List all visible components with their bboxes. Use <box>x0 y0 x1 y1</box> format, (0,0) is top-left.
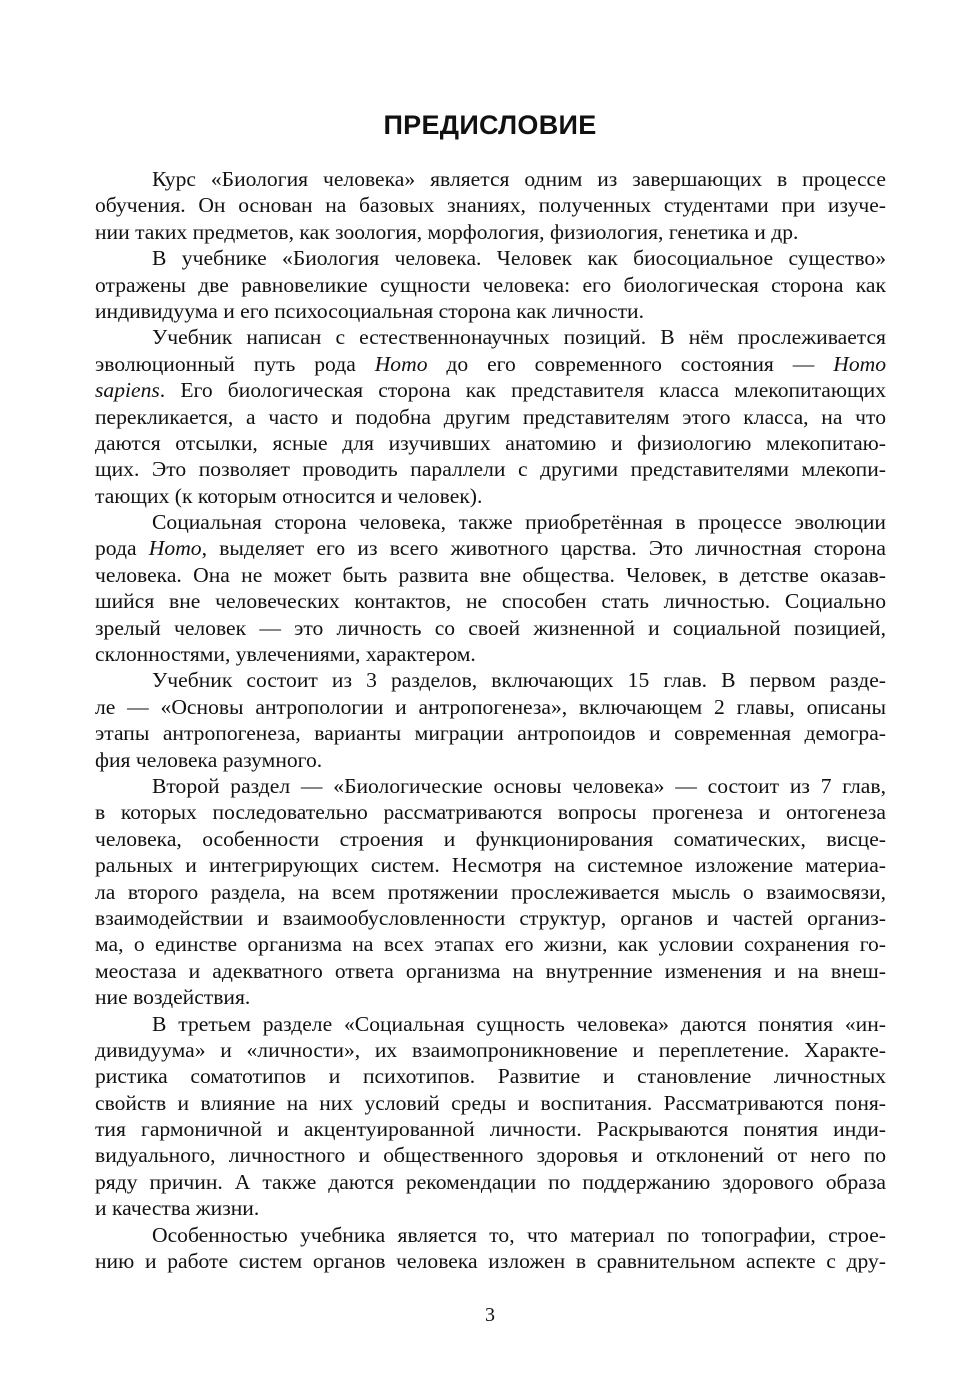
text-line <box>95 351 886 377</box>
text-line <box>95 430 886 456</box>
text-segment: Курс «Биология человека» является одним из завершающих в процессе <box>152 167 886 191</box>
page-number: 3 <box>485 1304 495 1326</box>
italic-term: Homo <box>148 536 202 561</box>
text-segment: шийся вне человеческих контактов, не способен стать личностью. Социально <box>95 589 886 614</box>
text-line <box>95 1037 886 1063</box>
text-line <box>95 324 886 350</box>
text-segment: щих. Это позволяет проводить параллели с другими представителями млекопи- <box>95 457 886 482</box>
text-line <box>95 166 886 192</box>
text-line <box>95 1142 886 1168</box>
text-line <box>95 799 886 825</box>
text-line <box>95 826 886 852</box>
text-line <box>95 298 886 324</box>
text-segment: перекликается, а часто и подобна другим представителям этого класса, на что <box>95 404 886 429</box>
italic-term: sapiens <box>95 378 160 403</box>
text-segment: тия гармоничной и акцентуированной личности. Раскрываются понятия инди- <box>95 1117 886 1142</box>
text-segment: Учебник написан с естественнонаучных позиций. В нём прослеживается <box>152 325 886 350</box>
text-segment: тающих (к которым относится и человек). <box>95 483 483 508</box>
text-segment: даются отсылки, ясные для изучивших анатомию и физиологию млекопитаю- <box>95 430 886 455</box>
text-segment: склонностями, увлечениями, характером. <box>95 642 476 667</box>
text-segment: Особенностью учебника является то, что материал по топографии, строе- <box>152 1222 886 1247</box>
text-segment: до его современного состояния — <box>427 351 834 376</box>
text-segment: взаимодействии и взаимообусловленности структур, органов и частей организ- <box>95 905 886 930</box>
text-line <box>95 984 886 1010</box>
text-line <box>95 1090 886 1116</box>
text-segment: нии таких предметов, как зоология, морфология, физиология, генетика и др. <box>95 219 799 244</box>
text-segment: дивидуума» и «личности», их взаимопроникновение и переплетение. Характе- <box>95 1037 886 1062</box>
text-line <box>95 773 886 799</box>
text-line <box>95 404 886 430</box>
text-line <box>95 1169 886 1195</box>
text-segment: человека, особенности строения и функционирования соматических, висце- <box>95 826 886 851</box>
text-segment: ральных и интегрирующих систем. Несмотря на системное изложение материа- <box>95 853 886 878</box>
text-line <box>95 1116 886 1142</box>
text-segment: нию и работе систем органов человека изложен в сравнительном аспекте с дру- <box>95 1249 886 1274</box>
text-line <box>95 456 886 482</box>
text-segment: ле — «Основы антропологии и антропогенеза», включающем 2 главы, описаны <box>95 694 886 719</box>
text-segment: в которых последовательно рассматриваются вопросы прогенеза и онтогенеза <box>95 800 886 825</box>
text-line <box>95 1063 886 1089</box>
text-segment: эволюционный путь рода <box>95 351 375 376</box>
text-segment: отражены две равновеликие сущности человека: его биологическая сторона как <box>95 272 886 297</box>
text-line <box>95 931 886 957</box>
text-line <box>95 958 886 984</box>
text-segment: рода <box>95 536 149 561</box>
text-line <box>95 641 886 667</box>
text-segment: видуального, личностного и общественного здоровья и отклонений от него по <box>95 1143 886 1168</box>
text-segment: В третьем разделе «Социальная сущность человека» даются понятия «ин- <box>152 1011 886 1036</box>
text-segment: Учебник состоит из 3 разделов, включающих 15 глав. В первом разде- <box>152 668 886 693</box>
body-text <box>95 166 886 1274</box>
text-line <box>95 588 886 614</box>
text-line <box>95 1195 886 1221</box>
text-line <box>95 509 886 535</box>
text-line <box>95 535 886 561</box>
text-line <box>95 852 886 878</box>
text-line <box>95 879 886 905</box>
text-segment: В учебнике «Биология человека. Человек как биосоциальное существо» <box>152 246 886 271</box>
italic-term: Homo <box>833 351 887 376</box>
text-segment: ристика соматотипов и психотипов. Развитие и становление личностных <box>95 1064 886 1089</box>
text-segment: свойств и влияние на них условий среды и воспитания. Рассматриваются поня- <box>95 1090 886 1115</box>
text-line <box>95 483 886 509</box>
text-segment: фия человека разумного. <box>95 747 323 772</box>
text-line <box>95 905 886 931</box>
text-segment: ма, о единстве организма на всех этапах его жизни, как условии сохранения го- <box>95 932 886 957</box>
italic-term: Homo <box>374 351 428 376</box>
text-line <box>95 747 886 773</box>
text-line <box>95 720 886 746</box>
text-segment: и качества жизни. <box>95 1196 260 1221</box>
text-line <box>95 272 886 298</box>
text-line <box>95 219 886 245</box>
text-segment: ряду причин. А также даются рекомендации по поддержанию здорового образа <box>95 1169 886 1194</box>
text-segment: меостаза и адекватного ответа организма на внутренние изменения и на внеш- <box>95 958 886 983</box>
text-segment: зрелый человек — это личность со своей жизненной и социальной позицией, <box>95 615 886 640</box>
text-segment: индивидуума и его психосоциальная сторона как личности. <box>95 298 644 323</box>
text-line <box>95 1011 886 1037</box>
text-segment: Второй раздел — «Биологические основы человека» — состоит из 7 глав, <box>152 773 886 798</box>
text-segment: ла второго раздела, на всем протяжении прослеживается мысль о взаимосвязи, <box>95 879 886 904</box>
text-line <box>95 694 886 720</box>
text-segment: этапы антропогенеза, варианты миграции антропоидов и современная демогра- <box>95 721 886 746</box>
text-line <box>95 377 886 403</box>
text-line <box>95 1222 886 1248</box>
text-segment: , выделяет его из всего животного царства. Это личностная сторона <box>201 536 886 561</box>
page-title: ПРЕДИСЛОВИЕ <box>383 110 597 141</box>
text-line <box>95 192 886 218</box>
text-line <box>95 667 886 693</box>
text-line <box>95 562 886 588</box>
text-segment: Социальная сторона человека, также приобретённая в процессе эволюции <box>152 510 886 535</box>
text-segment: ние воздействия. <box>95 985 251 1010</box>
text-segment: обучения. Он основан на базовых знаниях, полученных студентами при изуче- <box>95 193 886 218</box>
text-line <box>95 615 886 641</box>
text-segment: человека. Она не может быть развита вне общества. Человек, в детстве оказав- <box>95 562 886 587</box>
text-line <box>95 245 886 271</box>
text-line <box>95 1248 886 1274</box>
text-segment: . Его биологическая сторона как представителя класса млекопитающих <box>159 378 886 403</box>
